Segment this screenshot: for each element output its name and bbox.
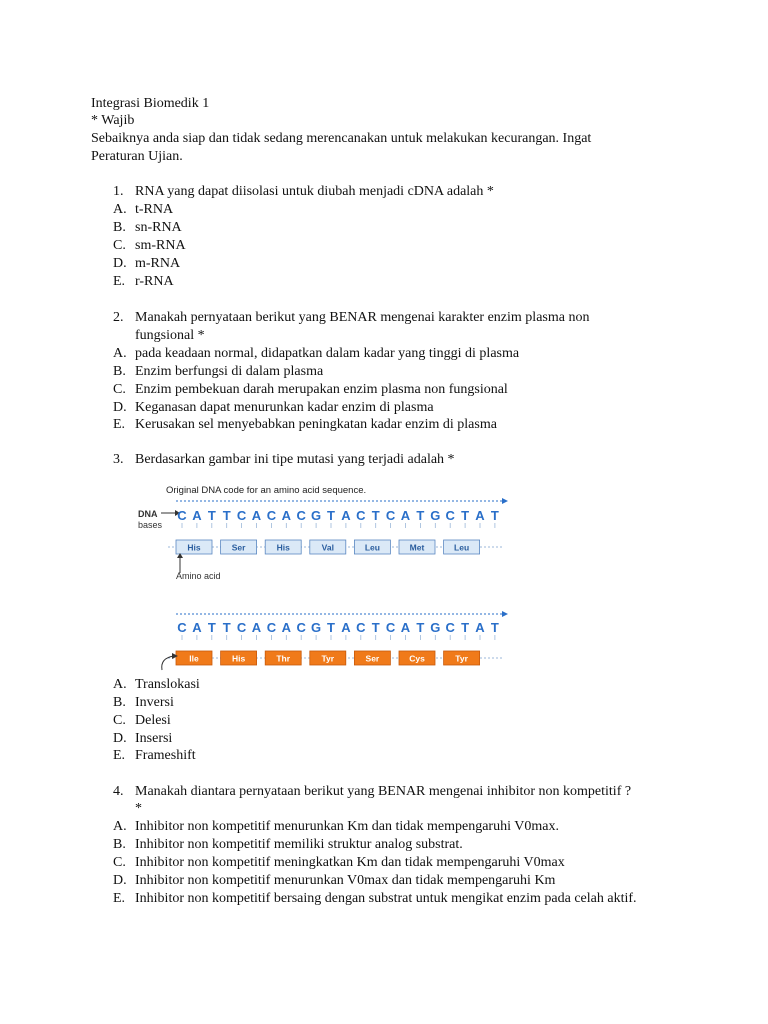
dna-base: T (207, 508, 216, 523)
option-text: Inhibitor non kompetitif memiliki struktur analog substrat. (135, 837, 463, 852)
dna-base: T (416, 620, 425, 635)
dna-base: C (177, 508, 187, 523)
amino-acid-name: Tyr (455, 653, 468, 664)
dna-base: G (430, 620, 441, 635)
option-text: Enzim pembekuan darah merupakan enzim plasma non fungsional (135, 382, 508, 397)
dna-base: G (311, 508, 322, 523)
document-title: Integrasi Biomedik 1 (91, 96, 210, 111)
dna-base: T (461, 508, 470, 523)
option-text: m-RNA (135, 256, 181, 271)
option-letter: B. (113, 220, 126, 235)
option-letter: A. (113, 677, 127, 692)
option-letter: E. (113, 748, 126, 763)
option-text: Insersi (135, 731, 173, 746)
dna-base: C (236, 620, 247, 635)
amino-acid-name: Tyr (321, 653, 335, 664)
dna-base: T (222, 508, 231, 523)
arrow-right-icon (502, 498, 508, 504)
amino-acid-label: Amino acid (176, 571, 221, 581)
dna-base: C (445, 620, 455, 635)
dna-base: T (371, 620, 380, 635)
dna-base: A (400, 508, 411, 523)
amino-acid-name: Val (321, 542, 334, 553)
dna-base: A (251, 508, 262, 523)
dna-base: A (192, 620, 202, 635)
question-text: Berdasarkan gambar ini tipe mutasi yang terjadi adalah * (135, 452, 455, 467)
dna-base: A (251, 620, 262, 635)
dna-base: C (266, 508, 277, 523)
dna-base: A (281, 620, 291, 635)
option-text: Inversi (135, 695, 174, 710)
notice-line-2: Peraturan Ujian. (91, 149, 183, 164)
dna-base: T (490, 508, 499, 523)
dna-base: A (281, 508, 291, 523)
amino-acid-name: His (187, 542, 201, 553)
option-text: Inhibitor non kompetitif menurunkan V0max dan tidak mempengaruhi Km (135, 873, 556, 888)
option-text: t-RNA (135, 202, 174, 217)
dna-base: T (416, 508, 425, 523)
dna-base: A (475, 620, 485, 635)
dna-base: C (296, 508, 306, 523)
option-letter: D. (113, 873, 127, 888)
option-letter: A. (113, 819, 127, 834)
question-number: 1. (113, 184, 124, 199)
amino-acid-name: Cys (409, 653, 425, 664)
question-text: * (135, 801, 142, 816)
amino-acid-name: Leu (364, 542, 380, 553)
option-text: Kerusakan sel menyebabkan peningkatan kadar enzim di plasma (135, 417, 497, 432)
arrow-right-icon (502, 611, 508, 617)
question-text: Manakah pernyataan berikut yang BENAR mengenai karakter enzim plasma non (135, 310, 590, 325)
dna-base: T (207, 620, 216, 635)
mutated-dna-sequence (176, 611, 508, 640)
option-text: pada keadaan normal, didapatkan dalam kadar yang tinggi di plasma (135, 346, 520, 361)
amino-acid-name: Ser (365, 653, 380, 664)
dna-mutation-figure (130, 478, 520, 674)
dna-base: A (475, 508, 485, 523)
option-letter: D. (113, 731, 127, 746)
amino-acid-name: His (231, 653, 246, 664)
notice-line-1: Sebaiknya anda siap dan tidak sedang merencanakan untuk melakukan kecurangan. Ingat (91, 131, 592, 146)
dna-base: C (445, 508, 455, 523)
option-letter: B. (113, 837, 126, 852)
dna-base: T (461, 620, 470, 635)
amino-acid-name: His (276, 542, 290, 553)
amino-acid-name: Met (409, 542, 425, 553)
question-text: RNA yang dapat diisolasi untuk diubah menjadi cDNA adalah * (135, 184, 494, 199)
option-letter: B. (113, 364, 126, 379)
option-text: Inhibitor non kompetitif menurunkan Km dan tidak mempengaruhi V0max. (135, 819, 559, 834)
dna-base: G (311, 620, 322, 635)
option-letter: E. (113, 891, 126, 906)
dna-base: C (296, 620, 306, 635)
option-text: Inhibitor non kompetitif meningkatkan Km dan tidak mempengaruhi V0max (135, 855, 565, 870)
dna-base: T (371, 508, 380, 523)
option-letter: E. (113, 417, 126, 432)
option-letter: E. (113, 274, 126, 289)
dna-base: A (341, 620, 351, 635)
dna-base: C (356, 508, 366, 523)
original-amino-sequence (168, 540, 504, 554)
option-letter: C. (113, 855, 126, 870)
option-letter: D. (113, 400, 127, 415)
option-letter: D. (113, 256, 127, 271)
amino-acid-name: Thr (276, 653, 291, 664)
option-letter: C. (113, 713, 126, 728)
dna-base: G (430, 508, 441, 523)
dna-base: C (385, 508, 396, 523)
option-text: Keganasan dapat menurunkan kadar enzim di plasma (135, 400, 434, 415)
question-text: fungsional * (135, 328, 205, 343)
option-text: Translokasi (135, 677, 200, 692)
dna-base: T (490, 620, 499, 635)
dna-base: C (177, 620, 187, 635)
question-number: 4. (113, 784, 124, 799)
option-letter: C. (113, 238, 126, 253)
dna-label: DNA (138, 509, 158, 519)
dna-base: C (266, 620, 277, 635)
dna-base: C (356, 620, 366, 635)
option-text: sn-RNA (135, 220, 182, 235)
original-dna-sequence (176, 498, 508, 528)
question-number: 2. (113, 310, 124, 325)
option-letter: B. (113, 695, 126, 710)
mutated-amino-sequence (168, 651, 504, 665)
figure-caption: Original DNA code for an amino acid sequence. (166, 485, 367, 496)
question-text: Manakah diantara pernyataan berikut yang BENAR mengenai inhibitor non kompetitif ? (135, 784, 632, 799)
amino-acid-name: Ser (231, 542, 246, 553)
option-letter: A. (113, 202, 127, 217)
question-number: 3. (113, 452, 124, 467)
dna-base: T (327, 508, 335, 523)
option-text: sm-RNA (135, 238, 186, 253)
dna-base: A (341, 508, 351, 523)
dna-base: T (327, 620, 335, 635)
option-text: Enzim berfungsi di dalam plasma (135, 364, 324, 379)
dna-base: A (400, 620, 411, 635)
required-note: * Wajib (91, 113, 135, 128)
amino-acid-name: Leu (454, 542, 470, 553)
dna-base: T (222, 620, 231, 635)
option-text: Delesi (135, 713, 171, 728)
option-text: Inhibitor non kompetitif bersaing dengan substrat untuk mengikat enzim pada celah aktif. (135, 891, 637, 906)
option-letter: A. (113, 346, 127, 361)
option-letter: C. (113, 382, 126, 397)
dna-base: A (192, 508, 202, 523)
amino-acid-name: Ile (189, 653, 199, 664)
dna-base: C (236, 508, 247, 523)
bases-label: bases (138, 520, 163, 530)
dna-base: C (385, 620, 396, 635)
option-text: Frameshift (135, 748, 196, 763)
option-text: r-RNA (135, 274, 174, 289)
